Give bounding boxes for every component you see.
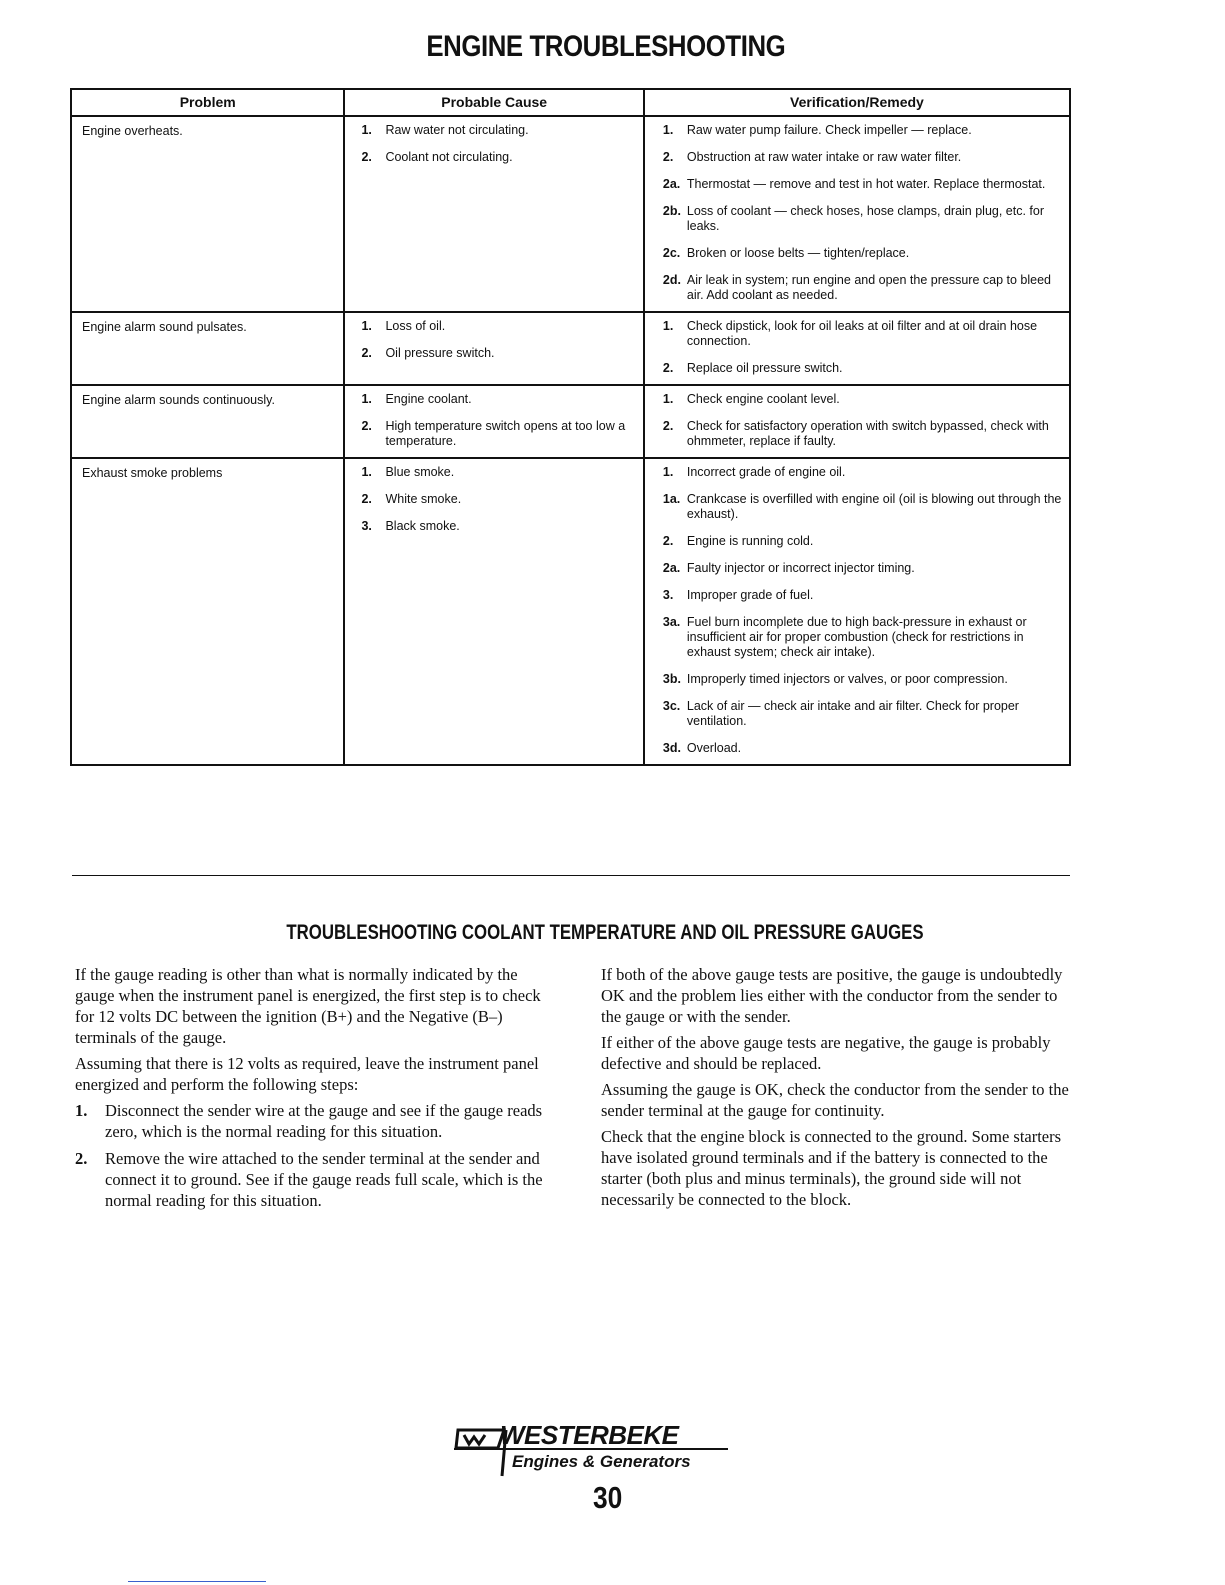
- list-item: [663, 319, 1065, 349]
- cause-cell: [344, 385, 643, 458]
- item-number: 3d.: [662, 741, 681, 755]
- step-item: [75, 1148, 553, 1211]
- problem-text: Engine alarm sound pulsates.: [82, 320, 247, 334]
- westerbeke-logo: [440, 1420, 730, 1480]
- step-number: 1.: [75, 1101, 88, 1120]
- cause-cell: [344, 116, 643, 312]
- item-text: Raw water pump failure. Check impeller — replace.: [686, 123, 972, 137]
- table-row: [71, 385, 1070, 458]
- item-number: 2.: [662, 361, 674, 375]
- item-number: 3c.: [662, 699, 681, 713]
- item-number: 3.: [361, 519, 372, 533]
- list-item: [663, 246, 1065, 261]
- item-text: Improperly timed injectors or valves, or poor compression.: [686, 672, 1008, 686]
- item-text: Check for satisfactory operation with switch bypassed, check with ohmmeter, replace if faulty.: [686, 419, 1049, 448]
- remedy-cell: [644, 458, 1070, 765]
- problem-text: Engine overheats.: [82, 124, 183, 138]
- item-text: High temperature switch opens at too low a temperature.: [385, 419, 626, 448]
- page-title: ENGINE TROUBLESHOOTING: [426, 30, 786, 63]
- problem-cell: [71, 312, 344, 385]
- remedy-cell-list: [645, 459, 1069, 764]
- item-text: White smoke.: [385, 492, 462, 506]
- list-item: [663, 273, 1065, 303]
- item-text: Coolant not circulating.: [385, 150, 513, 164]
- cause-cell-list: [345, 386, 642, 457]
- list-item: [361, 392, 642, 407]
- item-text: Engine coolant.: [385, 392, 472, 406]
- item-text: Incorrect grade of engine oil.: [686, 465, 846, 479]
- list-item: [663, 361, 1065, 376]
- paragraph: If either of the above gauge tests are negative, the gauge is probably defective and should be replaced.: [601, 1033, 1051, 1073]
- brand-underline: [454, 1448, 728, 1450]
- cause-cell-list: [345, 459, 642, 542]
- cause-cell: [344, 312, 643, 385]
- list-item: [663, 672, 1065, 687]
- item-number: 2b.: [662, 204, 681, 218]
- step-item: [75, 1100, 553, 1142]
- item-number: 2.: [361, 150, 372, 164]
- table-header-row: [71, 89, 1070, 116]
- list-item: [663, 615, 1065, 660]
- steps-list: [75, 1100, 553, 1211]
- troubleshooting-table: [70, 88, 1071, 766]
- remedy-cell-list: [645, 313, 1069, 384]
- item-text: Obstruction at raw water intake or raw water filter.: [686, 150, 962, 164]
- remedy-cell-list: [645, 117, 1069, 311]
- item-number: 2.: [361, 419, 372, 433]
- brand-tagline: Engines & Generators: [512, 1452, 691, 1471]
- remedy-cell: [644, 312, 1070, 385]
- page-number: 30: [592, 1480, 623, 1515]
- link-underline: [128, 1581, 266, 1582]
- item-number: 1.: [662, 319, 674, 333]
- item-text: Overload.: [686, 741, 742, 755]
- list-item: [663, 123, 1065, 138]
- step-text: Remove the wire attached to the sender terminal at the sender and connect it to ground. See if the gauge reads full scale, which is the normal reading for this situation.: [105, 1149, 543, 1210]
- item-number: 2a.: [662, 561, 681, 575]
- item-text: Replace oil pressure switch.: [686, 361, 843, 375]
- item-text: Fuel burn incomplete due to high back-pressure in exhaust or insufficient air for proper combustion (check for restrictions in exhaust system; check air intake).: [686, 615, 1027, 659]
- list-item: [361, 150, 642, 165]
- list-item: [663, 492, 1065, 522]
- table-row: [71, 116, 1070, 312]
- list-item: [663, 177, 1065, 192]
- item-text: Lack of air — check air intake and air filter. Check for proper ventilation.: [686, 699, 1019, 728]
- item-text: Check dipstick, look for oil leaks at oil filter and at oil drain hose connection.: [686, 319, 1038, 348]
- table-body: [71, 116, 1070, 765]
- item-text: Improper grade of fuel.: [686, 588, 814, 602]
- problem-cell: [71, 116, 344, 312]
- item-text: Air leak in system; run engine and open the pressure cap to bleed air. Add coolant as needed.: [686, 273, 1051, 302]
- table-row: [71, 312, 1070, 385]
- paragraph: Check that the engine block is connected to the ground. Some starters have isolated ground terminals and if the battery is connected to the starter (both plus and minus terminals), the ground side will not necessarily be connected to the block.: [601, 1127, 1062, 1209]
- item-number: 1.: [361, 465, 372, 479]
- cause-cell-list: [345, 117, 642, 173]
- header-problem: Problem: [71, 89, 344, 116]
- remedy-cell: [644, 116, 1070, 312]
- item-text: Loss of coolant — check hoses, hose clamps, drain plug, etc. for leaks.: [686, 204, 1045, 233]
- problem-cell: [71, 385, 344, 458]
- paragraph: Assuming the gauge is OK, check the conductor from the sender to the sender terminal at the gauge for continuity.: [601, 1080, 1069, 1120]
- cause-cell: [344, 458, 643, 765]
- remedy-cell-list: [645, 386, 1069, 457]
- list-item: [663, 392, 1065, 407]
- item-number: 1.: [361, 319, 372, 333]
- section-title: TROUBLESHOOTING COOLANT TEMPERATURE AND OIL PRESSURE GAUGES: [286, 921, 924, 944]
- paragraph: If both of the above gauge tests are positive, the gauge is undoubtedly OK and the problem lies either with the conductor from the sender to the gauge or with the sender.: [601, 965, 1063, 1026]
- item-text: Crankcase is overfilled with engine oil (oil is blowing out through the exhaust).: [686, 492, 1062, 521]
- list-item: [663, 419, 1065, 449]
- problem-text: Engine alarm sounds continuously.: [82, 393, 275, 407]
- right-text-column: [601, 964, 1079, 1215]
- header-probable-cause: Probable Cause: [344, 89, 643, 116]
- item-number: 1.: [662, 123, 674, 137]
- step-text: Disconnect the sender wire at the gauge and see if the gauge reads zero, which is the normal reading for this situation.: [105, 1101, 543, 1141]
- list-item: [361, 519, 642, 534]
- list-item: [663, 699, 1065, 729]
- item-number: 2.: [662, 419, 674, 433]
- item-text: Broken or loose belts — tighten/replace.: [686, 246, 910, 260]
- item-text: Thermostat — remove and test in hot water. Replace thermostat.: [686, 177, 1046, 191]
- item-number: 3.: [662, 588, 674, 602]
- item-number: 1a.: [662, 492, 681, 506]
- header-verification-remedy: Verification/Remedy: [644, 89, 1070, 116]
- item-number: 1.: [662, 392, 674, 406]
- list-item: [361, 346, 642, 361]
- item-number: 2.: [361, 346, 372, 360]
- paragraph: If the gauge reading is other than what is normally indicated by the gauge when the instrument panel is energized, the first step is to check for 12 volts DC between the ignition (B+) and the Negative (B–) terminals of the gauge.: [75, 965, 541, 1047]
- item-number: 2a.: [662, 177, 681, 191]
- list-item: [663, 588, 1065, 603]
- item-number: 1.: [361, 392, 372, 406]
- item-number: 2.: [361, 492, 372, 506]
- list-item: [663, 561, 1065, 576]
- item-text: Blue smoke.: [385, 465, 455, 479]
- item-text: Engine is running cold.: [686, 534, 814, 548]
- item-number: 3b.: [662, 672, 681, 686]
- list-item: [361, 419, 642, 449]
- item-text: Faulty injector or incorrect injector timing.: [686, 561, 915, 575]
- item-number: 2d.: [662, 273, 681, 287]
- item-number: 2c.: [662, 246, 681, 260]
- left-text-column: [75, 964, 553, 1217]
- item-number: 2.: [662, 150, 674, 164]
- list-item: [361, 492, 642, 507]
- list-item: [361, 319, 642, 334]
- item-text: Oil pressure switch.: [385, 346, 495, 360]
- list-item: [361, 123, 642, 138]
- list-item: [663, 534, 1065, 549]
- paragraph: Assuming that there is 12 volts as required, leave the instrument panel energized and perform the following steps:: [75, 1054, 539, 1094]
- item-text: Loss of oil.: [385, 319, 446, 333]
- table-row: [71, 458, 1070, 765]
- list-item: [663, 150, 1065, 165]
- problem-text: Exhaust smoke problems: [82, 466, 223, 480]
- list-item: [663, 204, 1065, 234]
- step-number: 2.: [75, 1149, 88, 1168]
- list-item: [663, 465, 1065, 480]
- section-divider: [72, 875, 1070, 876]
- list-item: [361, 465, 642, 480]
- item-text: Black smoke.: [385, 519, 460, 533]
- item-number: 1.: [361, 123, 372, 137]
- item-number: 2.: [662, 534, 674, 548]
- item-text: Check engine coolant level.: [686, 392, 840, 406]
- item-number: 1.: [662, 465, 674, 479]
- item-text: Raw water not circulating.: [385, 123, 529, 137]
- brand-name: WESTERBEKE: [500, 1420, 679, 1450]
- list-item: [663, 741, 1065, 756]
- item-number: 3a.: [662, 615, 681, 629]
- problem-cell: [71, 458, 344, 765]
- remedy-cell: [644, 385, 1070, 458]
- cause-cell-list: [345, 313, 642, 369]
